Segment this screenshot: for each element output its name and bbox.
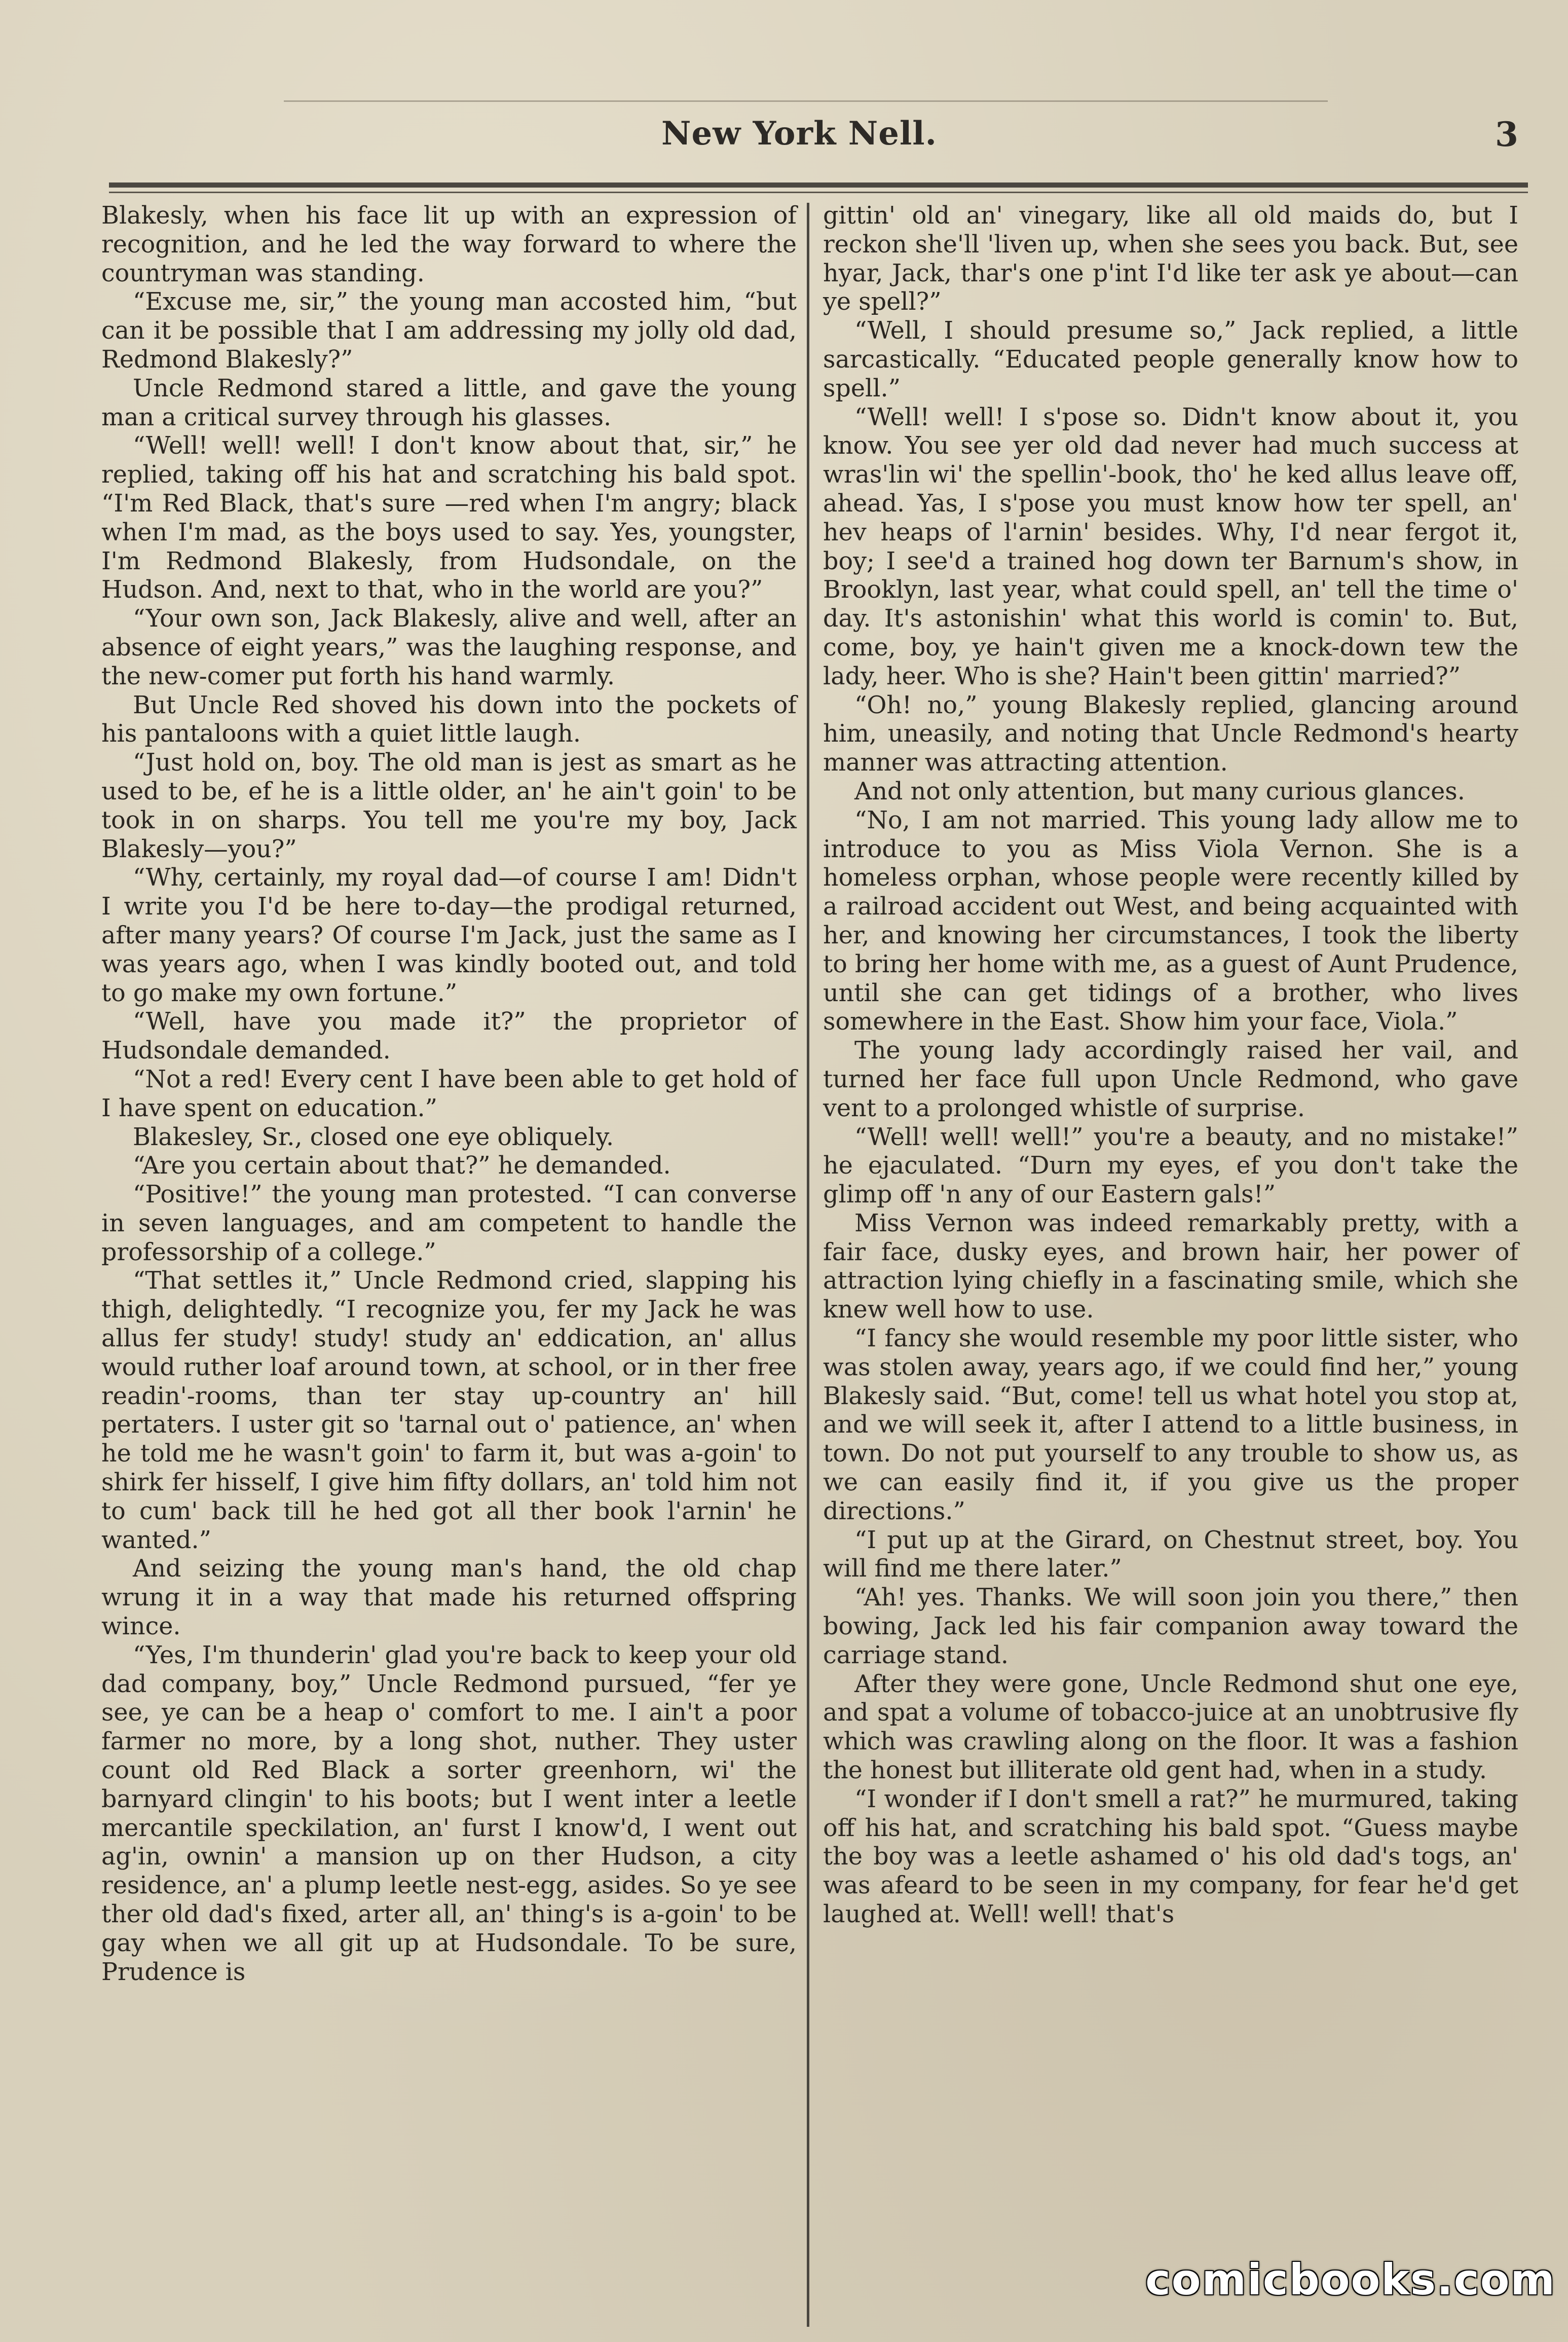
page-number: 3 bbox=[1495, 115, 1518, 154]
paragraph: “Well, I should presume so,” Jack replied, a little sarcastically. “Educated people generally know how to spell.” bbox=[823, 317, 1518, 402]
paragraph: “Well! well! well!” you're a beauty, and no mistake!” he ejaculated. “Durn my eyes, ef you don't take the glimp off 'n any of our Eastern gals!” bbox=[823, 1123, 1518, 1209]
paragraph: The young lady accordingly raised her vail, and turned her face full upon Uncle Redmond, who gave vent to a prolonged whistle of surprise. bbox=[823, 1037, 1518, 1122]
paragraph: “Just hold on, boy. The old man is jest as smart as he used to be, ef he is a little older, an' he ain't goin' to be took in on sharps. You tell me you're my boy, Jack Blakesly—you?” bbox=[101, 749, 797, 863]
paragraph: “Yes, I'm thunderin' glad you're back to keep your old dad company, boy,” Uncle Redmond pursued, “fer ye see, ye can be a heap o' comfort to me. I ain't a poor farmer no more, by a long shot, nuther. They uster count old Red Black a sorter greenhorn, wi' the barnyard clingin' to his boots; but I went inter a leetle mercantile speckilation, an' furst I know'd, I went out ag'in, ownin' a mansion up on ther Hudson, a city residence, an' a plump leetle nest-egg, asides. So ye see ther old dad's fixed, arter all, an' thing's is a-goin' to be gay when we all git up at Hudsondale. To be sure, Prudence is bbox=[101, 1641, 797, 1986]
paragraph: “Your own son, Jack Blakesly, alive and well, after an absence of eight years,” was the laughing response, and the new-comer put forth his hand warmly. bbox=[101, 605, 797, 690]
paragraph: And not only attention, but many curious glances. bbox=[854, 777, 1465, 806]
paragraph: “Ah! yes. Thanks. We will soon join you there,” then bowing, Jack led his fair companion away toward the carriage stand. bbox=[823, 1584, 1518, 1669]
header-rule-thick bbox=[109, 182, 1528, 188]
paragraph: “Not a red! Every cent I have been able to get hold of I have spent on education.” bbox=[101, 1065, 797, 1122]
paragraph: Blakesly, when his face lit up with an expression of recognition, and he led the way forward to where the countryman was standing. bbox=[101, 202, 797, 287]
paragraph: “Positive!” the young man protested. “I can converse in seven languages, and am competent to handle the professorship of a college.” bbox=[101, 1181, 797, 1266]
paragraph: “No, I am not married. This young lady allow me to introduce to you as Miss Viola Vernon. She is a homeless orphan, whose people were recently killed by a railroad accident out West, and being acquainted with her, and knowing her circumstances, I took the liberty to bring her home with me, as a guest of Aunt Prudence, until she can get tidings of a brother, who lives somewhere in the East. Show him your face, Viola.” bbox=[823, 806, 1518, 1036]
paragraph: And seizing the young man's hand, the old chap wrung it in a way that made his returned offspring wince. bbox=[101, 1555, 797, 1641]
running-title: New York Nell. bbox=[661, 115, 937, 153]
paragraph: “I put up at the Girard, on Chestnut street, boy. You will find me there later.” bbox=[823, 1526, 1518, 1583]
paragraph: “Why, certainly, my royal dad—of course I am! Didn't I write you I'd be here to-day—the prodigal returned, after many years? Of course I'm Jack, just the same as I was years ago, when I was kindly booted out, and told to go make my own fortune.” bbox=[101, 864, 797, 1007]
paragraph: Miss Vernon was indeed remarkably pretty, with a fair face, dusky eyes, and brown hair, her power of attraction lying chiefly in a fascinating smile, which she knew well how to use. bbox=[823, 1209, 1518, 1324]
header-rule-thin bbox=[109, 192, 1528, 193]
paragraph: “Are you certain about that?” he demanded. bbox=[133, 1152, 671, 1180]
site-watermark: comicbooks.com bbox=[1145, 2255, 1556, 2304]
paragraph: “I fancy she would resemble my poor little sister, who was stolen away, years ago, if we could find her,” young Blakesly said. “But, come! tell us what hotel you stop at, and we will seek it, after I attend to a little business, in town. Do not put yourself to any trouble to show us, as we can easily find it, if you give us the proper directions.” bbox=[823, 1325, 1518, 1525]
paragraph: After they were gone, Uncle Redmond shut one eye, and spat a volume of tobacco-juice at an unobtrusive fly which was crawling along on the floor. It was a fashion the honest but illiterate old gent had, when in a study. bbox=[823, 1670, 1518, 1785]
paragraph: Blakesley, Sr., closed one eye obliquely. bbox=[133, 1123, 614, 1151]
left-column bbox=[101, 202, 797, 1987]
paragraph: “That settles it,” Uncle Redmond cried, slapping his thigh, delightedly. “I recognize you, fer my Jack he was allus fer study! study! study an' eddication, an' allus would ruther loaf around town, at school, or in ther free readin'-rooms, than ter stay up-country an' hill pertaters. I uster git so 'tarnal out o' patience, an' when he told me he wasn't goin' to farm it, but was a-goin' to shirk fer hisself, I give him fifty dollars, an' told him not to cum' back till he hed got all ther book l'arnin' he wanted.” bbox=[101, 1267, 797, 1554]
paragraph: Uncle Redmond stared a little, and gave the young man a critical survey through his glasses. bbox=[101, 374, 797, 431]
paragraph: “Well, have you made it?” the proprietor of Hudsondale demanded. bbox=[101, 1008, 797, 1065]
paragraph: “I wonder if I don't smell a rat?” he murmured, taking off his hat, and scratching his bald spot. “Guess maybe the boy was a leetle ashamed o' his old dad's togs, an' was afeard to be seen in my company, for fear he'd get laughed at. Well! well! that's bbox=[823, 1785, 1518, 1929]
paragraph: “Well! well! I s'pose so. Didn't know about it, you know. You see yer old dad never had much success at wras'lin wi' the spellin'-book, tho' he ked allus leave off, ahead. Yas, I s'pose you must know how ter spell, an' hev heaps of l'arnin' besides. Why, I'd near fergot it, boy; I see'd a trained hog down ter Barnum's show, in Brooklyn, last year, what could spell, an' tell the time o' day. It's astonishin' what this world is comin' to. But, come, boy, ye hain't given me a knock-down tew the lady, heer. Who is she? Hain't been gittin' married?” bbox=[823, 403, 1518, 690]
column-divider bbox=[807, 203, 809, 2327]
right-column bbox=[823, 202, 1518, 1929]
paragraph: “Well! well! well! I don't know about that, sir,” he replied, taking off his hat and scratching his bald spot. “I'm Red Black, that's sure —red when I'm angry; black when I'm mad, as the boys used to say. Yes, youngster, I'm Redmond Blakesly, from Hudsondale, on the Hudson. And, next to that, who in the world are you?” bbox=[101, 432, 797, 604]
header-top-line bbox=[284, 100, 1328, 102]
paragraph: “Oh! no,” young Blakesly replied, glancing around him, uneasily, and noting that Uncle Redmond's hearty manner was attracting attention. bbox=[823, 691, 1518, 777]
page-header bbox=[0, 0, 1568, 203]
paragraph: “Excuse me, sir,” the young man accosted him, “but can it be possible that I am addressing my jolly old dad, Redmond Blakesly?” bbox=[101, 288, 797, 374]
paragraph: gittin' old an' vinegary, like all old maids do, but I reckon she'll 'liven up, when she sees you back. But, see hyar, Jack, thar's one p'int I'd like ter ask ye about—can ye spell?” bbox=[823, 202, 1518, 316]
paragraph: But Uncle Red shoved his down into the pockets of his pantaloons with a quiet little laugh. bbox=[101, 691, 797, 748]
